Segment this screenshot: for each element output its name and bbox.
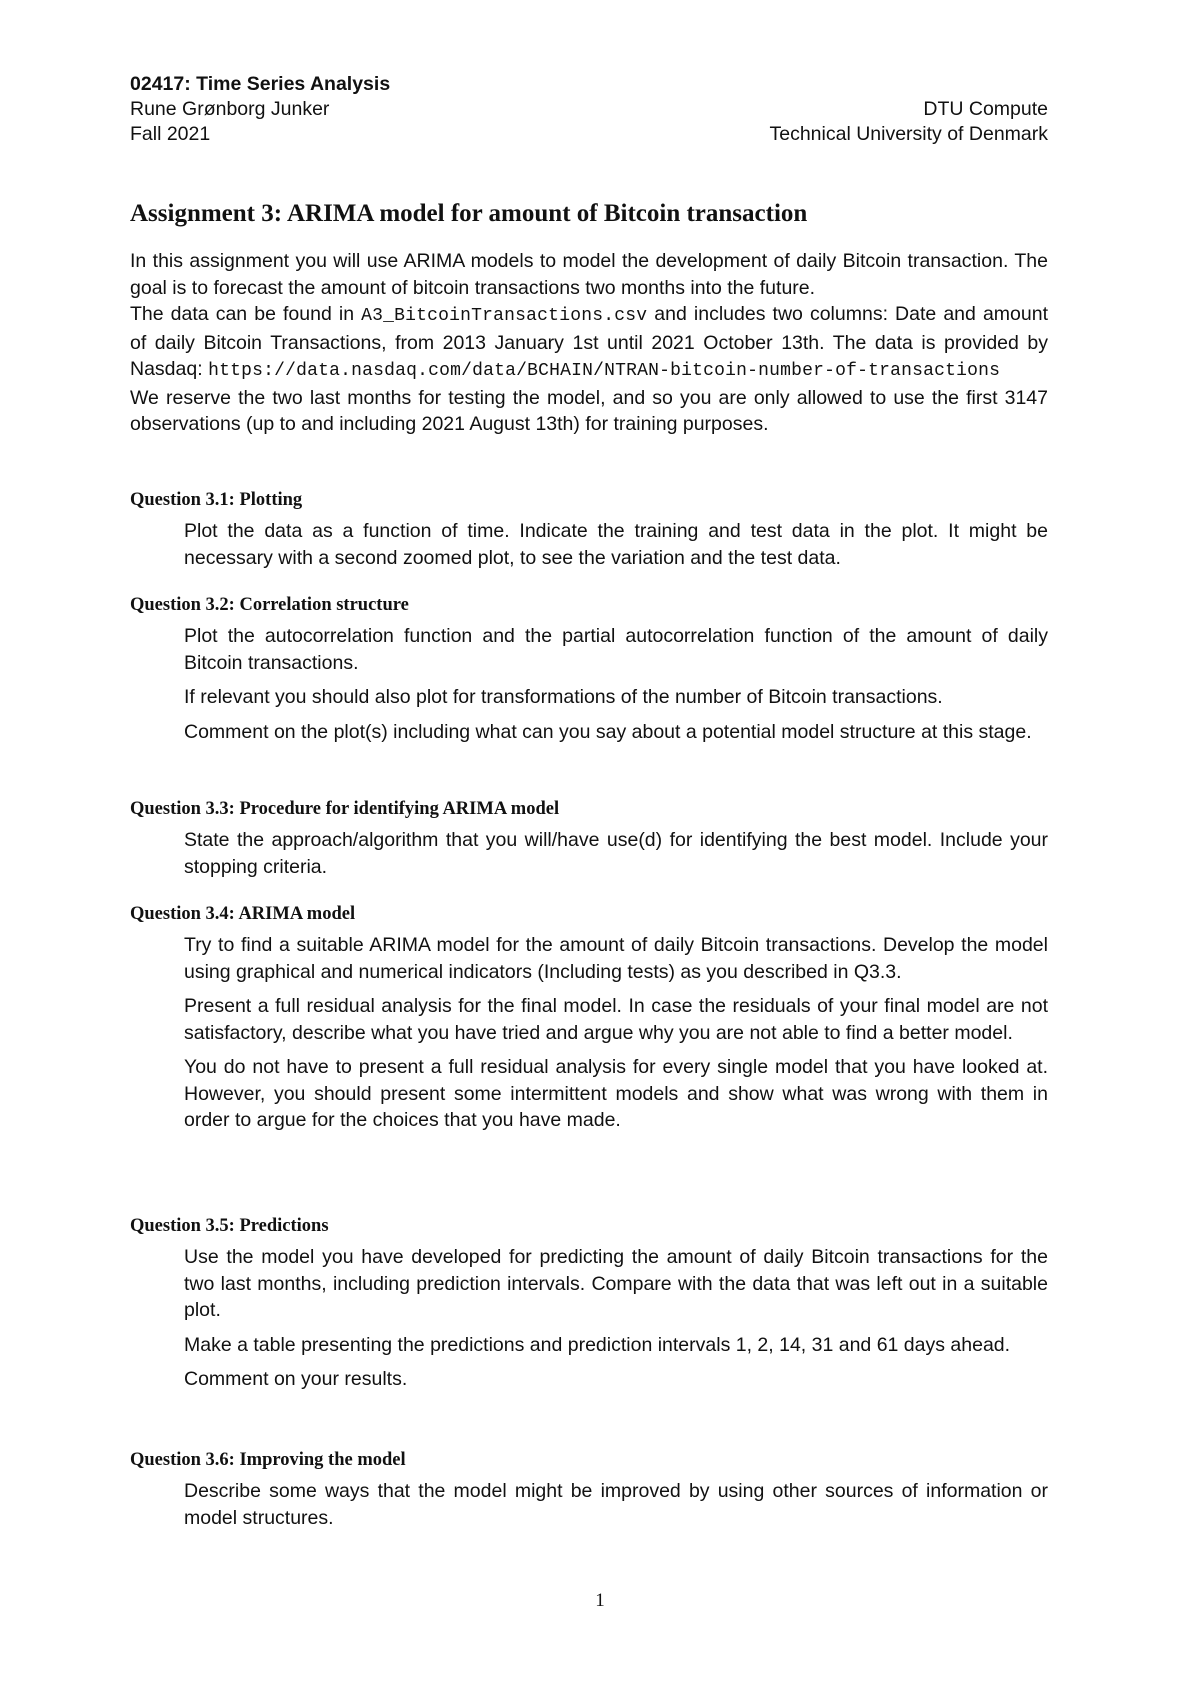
author-name: Rune Grønborg Junker <box>130 98 330 120</box>
question-paragraph: Plot the autocorrelation function and the partial autocorrelation function of the amount of daily Bitcoin transactions. <box>184 625 1048 674</box>
intro-paragraph-3: We reserve the two last months for testing the model, and so you are only allowed to use the first 3147 observations (up to and including 2021 August 13th) for training purposes. <box>130 386 1048 435</box>
question-heading: Question 3.1: Plotting <box>130 490 303 510</box>
question-paragraph: Plot the data as a function of time. Indicate the training and test data in the plot. It might be necessary with a second zoomed plot, to see the variation and the test data. <box>184 520 1048 569</box>
question-paragraph: Make a table presenting the predictions and prediction intervals 1, 2, 14, 31 and 61 days ahead. <box>184 1333 1011 1356</box>
assignment-title: Assignment 3: ARIMA model for amount of Bitcoin transaction <box>130 200 808 227</box>
question-heading: Question 3.3: Procedure for identifying ARIMA model <box>130 799 560 819</box>
question-paragraph: You do not have to present a full residual analysis for every single model that you have looked at. However, you should present some intermittent models and show what was wrong with them in order to argue for the choices that you have made. <box>184 1056 1048 1131</box>
question-3-6 <box>130 1448 1048 1531</box>
question-3-1 <box>130 488 1048 571</box>
department-name: DTU Compute <box>923 98 1048 120</box>
intro-text: The data can be found in <box>130 303 362 325</box>
page-number: 1 <box>595 1590 605 1611</box>
document-header <box>130 72 1048 147</box>
question-heading: Question 3.6: Improving the model <box>130 1450 406 1470</box>
term: Fall 2021 <box>130 123 211 145</box>
intro-text: and includes two columns: Date and amount of daily Bitcoin Transactions, from 2013 January 1st until 2021 October 13th. The data is provided by Nasdaq: <box>130 303 1048 380</box>
question-paragraph: Comment on the plot(s) including what can you say about a potential model structure at this stage. <box>184 720 1032 743</box>
university-name: Technical University of Denmark <box>769 123 1048 145</box>
question-paragraph: Present a full residual analysis for the final model. In case the residuals of your final model are not satisfactory, describe what you have tried and argue why you are not able to find a better model. <box>184 995 1048 1044</box>
question-3-3 <box>130 797 1048 880</box>
question-heading: Question 3.4: ARIMA model <box>130 904 356 924</box>
data-source-url[interactable]: https://data.nasdaq.com/data/BCHAIN/NTRAN-bitcoin-number-of-transactions <box>208 361 1001 381</box>
course-title: 02417: Time Series Analysis <box>130 73 391 95</box>
question-3-4 <box>130 902 1048 1134</box>
question-paragraph: Comment on your results. <box>184 1368 408 1390</box>
question-paragraph: Describe some ways that the model might be improved by using other sources of information or model structures. <box>184 1480 1048 1529</box>
intro-paragraph-2 <box>130 301 1048 385</box>
question-3-5 <box>130 1214 1048 1393</box>
question-paragraph: Use the model you have developed for predicting the amount of daily Bitcoin transactions for the two last months, including prediction intervals. Compare with the data that was left out in a suitable plot. <box>184 1246 1048 1321</box>
intro-section <box>130 248 1048 438</box>
question-paragraph: Try to find a suitable ARIMA model for the amount of daily Bitcoin transactions. Develop the model using graphical and numerical indicators (Including tests) as you described in Q3.3. <box>184 934 1048 983</box>
question-paragraph: State the approach/algorithm that you will/have use(d) for identifying the best model. Include your stopping criteria. <box>184 829 1048 878</box>
question-heading: Question 3.5: Predictions <box>130 1216 329 1236</box>
question-paragraph: If relevant you should also plot for transformations of the number of Bitcoin transactions. <box>184 686 943 708</box>
intro-paragraph-1: In this assignment you will use ARIMA models to model the development of daily Bitcoin transaction. The goal is to forecast the amount of bitcoin transactions two months into the future. <box>130 250 1048 299</box>
question-3-2 <box>130 593 1048 745</box>
question-heading: Question 3.2: Correlation structure <box>130 595 409 615</box>
data-filename: A3_BitcoinTransactions.csv <box>361 306 648 326</box>
